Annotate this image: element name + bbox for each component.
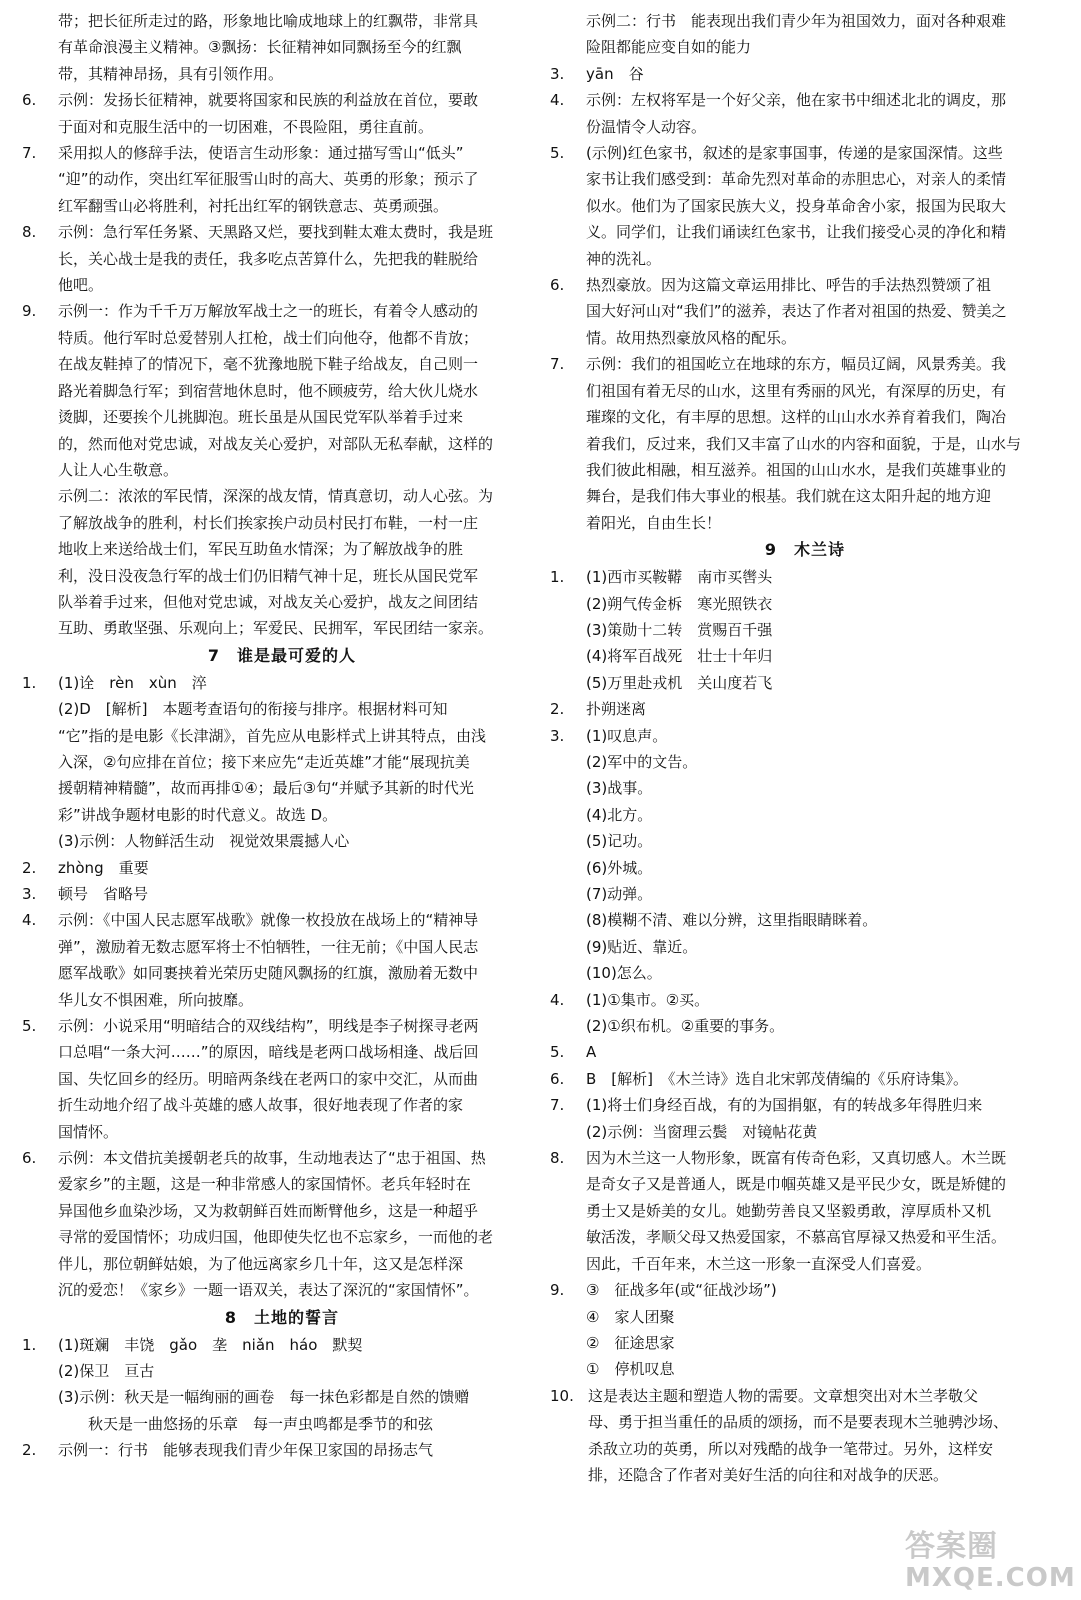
answer-line: 他吧。 (58, 276, 104, 295)
answer-line: 带；把长征所走过的路，形象地比喻成地球上的红飘带，非常具 (58, 12, 479, 30)
section-title: 9 木兰诗 (764, 540, 846, 560)
answer-line: (5)万里赴戎机 关山度若飞 (586, 673, 773, 692)
answer-line: 舞台，是我们伟大事业的根基。我们就在这太阳升起的地方迎 (586, 487, 992, 506)
answer-line: 们祖国有着无尽的山水，这里有秀丽的风光，有深厚的历史，有 (586, 381, 1007, 400)
answer-line: B [解析] 《木兰诗》选自北宋郭茂倩编的《乐府诗集》。 (586, 1069, 968, 1088)
question-number: 6. (22, 91, 37, 110)
answer-item (22, 1437, 542, 1463)
question-number: 5. (550, 1043, 565, 1062)
answer-line: 家书让我们感受到：革命先烈对革命的赤胆忠心，对亲人的柔情 (586, 170, 1007, 189)
answer-line: 秋天是一曲悠扬的乐章 每一声虫鸣都是季节的和弦 (58, 1414, 434, 1433)
answer-item (22, 298, 542, 483)
question-number: 6. (22, 1149, 37, 1168)
question-number: 6. (550, 276, 565, 295)
answer-line: (2)军中的文告。 (586, 752, 698, 771)
answer-line: 因为木兰这一人物形象，既富有传奇色彩，又真切感人。木兰既 (586, 1149, 1007, 1168)
left-column (22, 8, 542, 1464)
answer-line: 示例：小说采用“明暗结合的双线结构”，明线是李子树探寻老两 (58, 1017, 479, 1036)
answer-item (550, 1277, 1060, 1383)
answer-line: 了解放战争的胜利，村长们挨家挨户动员村民打布鞋，一村一庄 (58, 513, 479, 532)
answer-line: 示例：我们的祖国屹立在地球的东方，幅员辽阔，风景秀美。我 (586, 355, 1007, 374)
answer-line: 义。同学们，让我们诵读红色家书，让我们接受心灵的净化和精 (586, 223, 1007, 242)
answer-line: 示例：《中国人民志愿军战歌》就像一枚投放在战场上的“精神导 (58, 911, 479, 930)
answer-line: 路光着脚急行军；到宿营地休息时，他不顾疲劳，给大伙儿烧水 (58, 381, 479, 400)
question-number: 8. (550, 1149, 565, 1168)
answer-line: 特质。他行军时总爱替别人扛枪，战士们向他夺，他都不肯放； (58, 328, 479, 347)
question-number: 4. (550, 91, 565, 110)
answer-line: 情。故用热烈豪放风格的配乐。 (586, 328, 797, 347)
answer-line: (8)模糊不清、难以分辨，这里指眼睛眯着。 (586, 911, 878, 930)
answer-item (22, 881, 542, 907)
answer-line: 寻常的爱国情怀；功成归国，他即使失忆也不忘家乡，一而他的老 (58, 1228, 494, 1247)
answer-line: 弹”，激励着无数志愿军将士不怕牺牲，一往无前；《中国人民志 (58, 937, 479, 956)
watermark-url: MXQE.COM (905, 1563, 1076, 1593)
answer-line: “它”指的是电影《长津湖》，首先应从电影样式上讲其特点，由浅 (58, 726, 487, 745)
answer-line: 示例一：作为千千万万解放军战士之一的班长，有着令人感动的 (58, 302, 479, 321)
answer-line: 带，其精神昂扬，具有引领作用。 (58, 64, 284, 83)
question-number: 4. (550, 990, 565, 1009)
answer-line: 是奇女子又是普通人，既是巾帼英雄又是平民少女，既是矫健的 (586, 1175, 1007, 1194)
answer-line: 彩”讲战争题材电影的时代意义。故选 D。 (58, 805, 338, 824)
answer-item (550, 1039, 1060, 1065)
answer-line: ① 停机叹息 (586, 1360, 675, 1379)
answer-line: 地收上来送给战士们，军民互助鱼水情深；为了解放战争的胜 (58, 540, 464, 559)
answer-line: 璀璨的文化，有丰厚的思想。这样的山山水水养育着我们，陶冶 (586, 408, 1007, 427)
answer-item (550, 87, 1060, 140)
answer-line: (2)朔气传金柝 寒光照铁衣 (586, 594, 773, 613)
answer-item (550, 564, 1060, 696)
question-number: 3. (22, 885, 37, 903)
answer-line: 长，关心战士是我的责任，我多吃点苦算什么，先把我的鞋脱给 (58, 249, 479, 268)
question-number: 6. (550, 1069, 565, 1088)
answer-continuation (550, 8, 1060, 61)
answer-line: 采用拟人的修辞手法，使语言生动形象：通过描写雪山“低头” (58, 144, 464, 163)
question-number: 7. (22, 144, 37, 163)
answer-line: 利，没日没夜急行军的战士们仍旧精气神十足，班长从国民党军 (58, 566, 479, 585)
question-number: 1. (22, 1335, 37, 1354)
answer-line: (1)叹息声。 (586, 726, 668, 745)
answer-line: (4)北方。 (586, 805, 653, 824)
answer-line: 有革命浪漫主义精神。③飘扬：长征精神如同飘扬至今的红飘 (58, 38, 462, 57)
answer-line: (2)保卫 亘古 (58, 1361, 155, 1380)
answer-item (550, 61, 1060, 87)
section-title: 7 谁是最可爱的人 (207, 645, 357, 665)
answer-line: 华儿女不惧困难，所向披靡。 (58, 990, 254, 1009)
answer-line: 勇士又是娇美的女儿。她勤劳善良又坚毅勇敢，淳厚质朴又机 (586, 1201, 992, 1220)
answer-line: 险阻都能应变自如的能力 (586, 38, 752, 57)
answer-line: (10)怎么。 (586, 964, 662, 983)
answer-line: 烫脚，还要挨个儿挑脚泡。班长虽是从国民党军队举着手过来 (58, 408, 464, 427)
answer-line: 在战友鞋掉了的情况下，毫不犹豫地脱下鞋子给战友，自己则一 (58, 355, 479, 374)
question-number: 2. (550, 700, 565, 719)
answer-line: (示例)红色家书，叙述的是家事国事，传递的是家国深情。这些 (586, 144, 1003, 163)
answer-item (22, 670, 542, 855)
answer-line: 口总唱“一条大河……”的原因，暗线是老两口战场相逢、战后回 (58, 1043, 479, 1062)
answer-line: 沉的爱恋！《家乡》一题一语双关，表达了深沉的“家国情怀”。 (58, 1281, 479, 1300)
answer-line: (4)将军百战死 壮士十年归 (586, 647, 773, 666)
answer-item (550, 140, 1060, 272)
answer-item (22, 907, 542, 1013)
question-number: 5. (550, 144, 565, 163)
answer-line: 示例：本文借抗美援朝老兵的故事，生动地表达了“忠于祖国、热 (58, 1149, 486, 1168)
answer-line: 爱家乡”的主题，这是一种非常感人的家国情怀。老兵年轻时在 (58, 1175, 471, 1194)
answer-line: 人让人心生敬意。 (58, 460, 179, 479)
answer-line: (1)①集市。②买。 (586, 990, 710, 1009)
answer-line: ③ 征战多年(或“征战沙场”) (586, 1281, 777, 1300)
answer-line: zhòng 重要 (58, 858, 149, 877)
answer-line: (2)示例：当窗理云鬓 对镜帖花黄 (586, 1122, 818, 1141)
answer-line: ④ 家人团聚 (586, 1307, 675, 1326)
answer-item (550, 351, 1060, 536)
question-number: 2. (22, 858, 37, 877)
answer-line: 示例：急行军任务紧、天黑路又烂，要找到鞋太难太费时，我是班 (58, 223, 494, 242)
answer-item (22, 1013, 542, 1145)
question-number: 7. (550, 355, 565, 374)
answer-line: 母、勇于担当重任的品质的颂扬，而不是要表现木兰驰骋沙场、 (588, 1413, 1009, 1432)
question-number: 4. (22, 911, 37, 930)
answer-line: 神的洗礼。 (586, 249, 662, 268)
question-number: 8. (22, 223, 37, 242)
answer-item (22, 1145, 542, 1303)
answer-line: 入深，②句应排在首位；接下来应先“走近英雄”才能“展现抗美 (58, 752, 470, 771)
answer-line: 杀敌立功的英勇，所以对残酷的战争一笔带过。另外，这样安 (588, 1439, 994, 1458)
answer-line: “迎”的动作，突出红军征服雪山时的高大、英勇的形象；预示了 (58, 170, 479, 189)
answer-line: (2)D [解析] 本题考查语句的衔接与排序。根据材料可知 (58, 700, 448, 719)
answer-item (550, 272, 1060, 351)
answer-line: 着阳光，自由生长！ (586, 513, 722, 532)
answer-line: (5)记功。 (586, 832, 653, 851)
answer-item (550, 1092, 1060, 1145)
answer-line: 示例一：行书 能够表现我们青少年保卫家国的昂扬志气 (58, 1441, 434, 1460)
answer-continuation (22, 8, 542, 87)
answer-line: 示例二：浓浓的军民情，深深的战友情，情真意切，动人心弦。为 (58, 487, 494, 506)
answer-line: 国情怀。 (58, 1122, 119, 1141)
answer-item (22, 140, 542, 219)
answer-item (550, 723, 1060, 987)
question-number: 1. (22, 673, 37, 692)
answer-line: 因此，千百年来，木兰这一形象一直深受人们喜爱。 (586, 1254, 932, 1273)
answer-item (550, 1066, 1060, 1092)
answer-line: 国大好河山对“我们”的滋养，表达了作者对祖国的热爱、赞美之 (586, 302, 1007, 321)
answer-line: 示例：左权将军是一个好父亲，他在家书中细述北北的调皮，那 (586, 91, 1007, 110)
question-number: 7. (550, 1096, 565, 1115)
answer-item (22, 1332, 542, 1438)
answer-line: (3)示例：秋天是一幅绚丽的画卷 每一抹色彩都是自然的馈赠 (58, 1388, 470, 1407)
answer-line: 份温情令人动容。 (586, 117, 707, 136)
question-number: 3. (550, 726, 565, 745)
answer-line: 排，还隐含了作者对美好生活的向往和对战争的厌恶。 (588, 1465, 949, 1484)
answer-line: (1)西市买鞍鞯 南市买辔头 (586, 568, 773, 587)
answer-line: (7)动弹。 (586, 885, 653, 903)
answer-line: 异国他乡血染沙场，又为救朝鲜百姓而断臂他乡，这是一种超乎 (58, 1201, 479, 1220)
answer-line: 这是表达主题和塑造人物的需要。文章想突出对木兰孝敬父 (588, 1386, 979, 1405)
answer-line: 国、失忆回乡的经历。明暗两条线在老两口的家中交汇，从而曲 (58, 1069, 479, 1088)
answer-line: 我们彼此相融，相互滋养。祖国的山山水水，是我们英雄事业的 (586, 460, 1007, 479)
answer-line: 于面对和克服生活中的一切困难，不畏险阻，勇往直前。 (58, 117, 434, 136)
answer-line: 示例：发扬长征精神，就要将国家和民族的利益放在首位，要敢 (58, 91, 479, 110)
answer-item (22, 87, 542, 140)
question-number: 2. (22, 1441, 37, 1460)
answer-line: 伴儿，那位朝鲜姑娘，为了他远离家乡几十年，这又是怎样深 (58, 1254, 464, 1273)
answer-line: 扑朔迷离 (586, 700, 647, 719)
answer-line: 援朝精神精髓”，故而再排①④；最后③句“并赋予其新的时代光 (58, 779, 474, 798)
answer-line: 折生动地介绍了战斗英雄的感人故事，很好地表现了作者的家 (58, 1096, 464, 1115)
section-title: 8 土地的誓言 (224, 1307, 340, 1327)
answer-line: (9)贴近、靠近。 (586, 937, 698, 956)
right-column (550, 8, 1060, 1488)
answer-line: (3)策勋十二转 赏赐百千强 (586, 620, 773, 639)
question-number: 9. (550, 1281, 565, 1300)
answer-item (22, 855, 542, 881)
answer-line: 热烈豪放。因为这篇文章运用排比、呼告的手法热烈赞颂了祖 (586, 276, 992, 295)
answer-item (550, 696, 1060, 722)
answer-item (550, 987, 1060, 1040)
question-number: 1. (550, 568, 565, 587)
watermark-mark: 答案圈 (905, 1529, 998, 1564)
answer-line: 红军翻雪山必将胜利，衬托出红军的钢铁意志、英勇顽强。 (58, 196, 449, 215)
answer-line: 顿号 省略号 (58, 885, 149, 903)
question-number: 10. (550, 1386, 574, 1405)
answer-line: (2)①织布机。②重要的事务。 (586, 1017, 785, 1036)
answer-line: (1)斑斓 丰饶 gǎo 垄 niǎn háo 默契 (58, 1335, 363, 1354)
answer-line: 队举着手过来，但他对党忠诚，对战友关心爱护，战友之间团结 (58, 592, 479, 611)
answer-line: 的，然而他对党忠诚，对战友关心爱护，对部队无私奉献，这样的 (58, 434, 494, 453)
question-number: 5. (22, 1017, 37, 1036)
answer-line: (6)外城。 (586, 858, 653, 877)
answer-line: (1)将士们身经百战，有的为国捐躯，有的转战多年得胜归来 (586, 1096, 983, 1115)
answer-line: 敏活泼，孝顺父母又热爱国家，不慕高官厚禄又热爱和平生活。 (586, 1228, 1007, 1247)
answer-line: (3)示例：人物鲜活生动 视觉效果震撼人心 (58, 832, 350, 851)
answer-item (550, 1145, 1060, 1277)
question-number: 3. (550, 64, 565, 83)
answer-line: 着我们，反过来，我们又丰富了山水的内容和面貌，于是，山水与 (586, 434, 1022, 453)
answer-item (22, 219, 542, 298)
answer-line: 示例二：行书 能表现出我们青少年为祖国效力，面对各种艰难 (586, 12, 1007, 30)
answer-continuation (22, 483, 542, 641)
answer-item (550, 1383, 1060, 1489)
answer-line: (3)战事。 (586, 779, 653, 798)
question-number: 9. (22, 302, 37, 321)
answer-line: (1)诠 rèn xùn 淬 (58, 673, 207, 692)
answer-line: A (586, 1043, 597, 1062)
watermark-logo (905, 1529, 1076, 1596)
answer-line: 似水。他们为了国家民族大义，投身革命舍小家，报国为民取大 (586, 196, 1007, 215)
answer-line: yān 谷 (586, 64, 644, 83)
answer-line: 愿军战歌》如同裹挟着光荣历史随风飘扬的红旗，激励着无数中 (58, 964, 479, 983)
answer-line: 互助、勇敢坚强、乐观向上；军爱民、民拥军，军民团结一家亲。 (58, 619, 494, 638)
answer-line: ② 征途思家 (586, 1333, 675, 1352)
